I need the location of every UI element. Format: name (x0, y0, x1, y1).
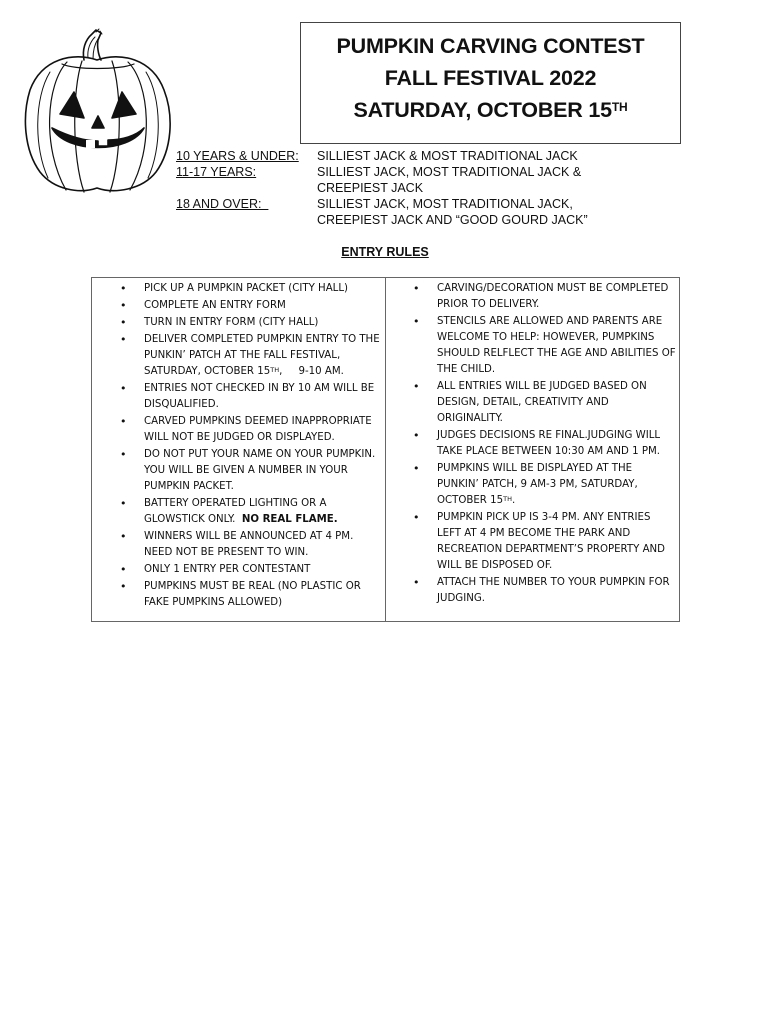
rule-item: • CARVED PUMPKINS DEEMED INAPPROPRIATE WILL NOT BE JUDGED OR DISPLAYED. (92, 414, 381, 446)
rules-right-column (386, 278, 679, 621)
age-categories (176, 148, 617, 228)
pumpkin-mouth (52, 128, 144, 148)
rule-item: • ALL ENTRIES WILL BE JUDGED BASED ON DESIGN, DETAIL, CREATIVITY AND ORIGINALITY. (386, 379, 677, 427)
age-category-row (176, 148, 617, 164)
entry-rules-heading: ENTRY RULES (341, 245, 429, 259)
rule-item: • PICK UP A PUMPKIN PACKET (CITY HALL) (92, 281, 381, 297)
rule-item: • TURN IN ENTRY FORM (CITY HALL) (92, 315, 381, 331)
age-category-label: 11-17 YEARS: (176, 165, 257, 179)
rule-item: • CARVING/DECORATION MUST BE COMPLETED PRIOR TO DELIVERY. (386, 281, 677, 313)
pumpkin-nose (92, 116, 104, 128)
rule-item: • WINNERS WILL BE ANNOUNCED AT 4 PM. NEED NOT BE PRESENT TO WIN. (92, 529, 381, 561)
entry-rules-table (91, 277, 680, 622)
rule-item: • ATTACH THE NUMBER TO YOUR PUMPKIN FOR JUDGING. (386, 575, 677, 607)
title-line-1: PUMPKIN CARVING CONTEST (336, 34, 645, 58)
title-line-2: FALL FESTIVAL 2022 (384, 66, 597, 90)
rule-item: • BATTERY OPERATED LIGHTING OR A GLOWSTICK ONLY. NO REAL FLAME. (92, 496, 381, 528)
age-category-label: 18 AND OVER: (176, 197, 269, 211)
age-category-prizes: SILLIEST JACK & MOST TRADITIONAL JACK (317, 149, 578, 163)
age-category-label (176, 180, 317, 196)
rule-item: • ENTRIES NOT CHECKED IN BY 10 AM WILL BE DISQUALIFIED. (92, 381, 381, 413)
rules-left-column (92, 278, 386, 621)
pumpkin-right-eye (112, 92, 136, 118)
rule-item: • DELIVER COMPLETED PUMPKIN ENTRY TO THE PUNKIN’ PATCH AT THE FALL FESTIVAL, SATURDAY, OCTOBER 15TH, 9-10 AM. (92, 332, 381, 380)
rule-item: • JUDGES DECISIONS RE FINAL.JUDGING WILL TAKE PLACE BETWEEN 10:30 AM AND 1 PM. (386, 428, 677, 460)
rule-item: • PUMPKINS WILL BE DISPLAYED AT THE PUNKIN’ PATCH, 9 AM-3 PM, SATURDAY, OCTOBER 15TH. (386, 461, 677, 509)
age-category-prizes: CREEPIEST JACK (317, 181, 424, 195)
age-category-prizes: SILLIEST JACK, MOST TRADITIONAL JACK, CREEPIEST JACK AND “GOOD GOURD JACK” (317, 197, 588, 227)
title-box (300, 22, 681, 144)
age-category-prizes: SILLIEST JACK, MOST TRADITIONAL JACK & (317, 165, 582, 179)
no-real-flame-emphasis: NO REAL FLAME. (241, 514, 338, 525)
age-category-label: 10 YEARS & UNDER: (176, 149, 299, 163)
age-category-row (176, 164, 617, 180)
rule-item: • DO NOT PUT YOUR NAME ON YOUR PUMPKIN. YOU WILL BE GIVEN A NUMBER IN YOUR PUMPKIN PACKET. (92, 447, 381, 495)
title-line-3: SATURDAY, OCTOBER 15TH (353, 98, 628, 122)
rule-item: • PUMPKIN PICK UP IS 3-4 PM. ANY ENTRIES LEFT AT 4 PM BECOME THE PARK AND RECREATION DEPARTMENT’S PROPERTY AND WILL BE DISPOSED OF. (386, 510, 677, 574)
jack-o-lantern-illustration (22, 28, 172, 194)
rule-item: • ONLY 1 ENTRY PER CONTESTANT (92, 562, 381, 578)
pumpkin-left-eye (60, 92, 84, 118)
rule-item: • COMPLETE AN ENTRY FORM (92, 298, 381, 314)
age-category-row (176, 180, 617, 196)
age-category-row (176, 196, 617, 228)
rule-item: • STENCILS ARE ALLOWED AND PARENTS ARE WELCOME TO HELP: HOWEVER, PUMPKINS SHOULD RELFLECT THE AGE AND ABILITIES OF THE CHILD. (386, 314, 677, 378)
pumpkin-stem (83, 30, 101, 60)
rule-item: • PUMPKINS MUST BE REAL (NO PLASTIC OR FAKE PUMPKINS ALLOWED) (92, 579, 381, 611)
